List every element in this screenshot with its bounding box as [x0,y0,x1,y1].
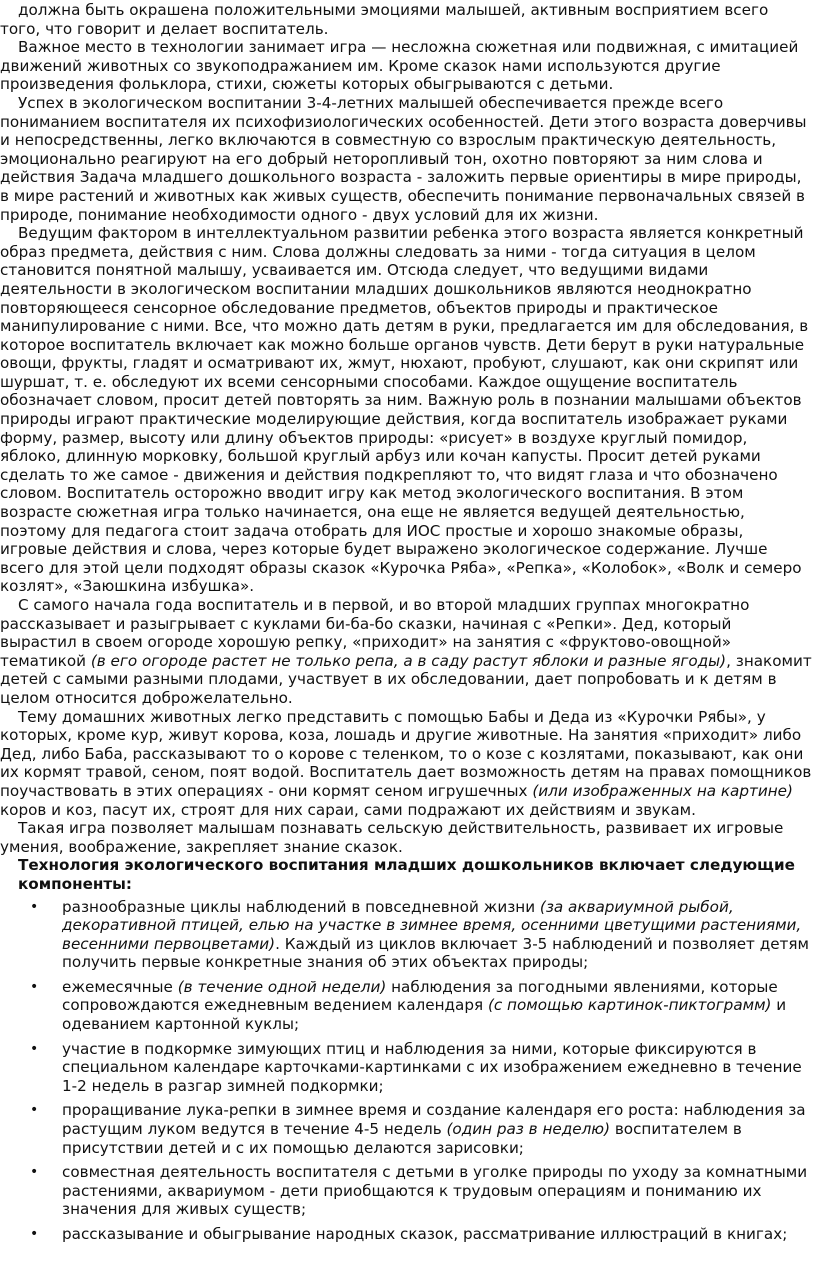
paragraph [0,224,812,596]
bullet-icon: • [30,1226,39,1242]
bullet-icon: • [30,1164,39,1181]
text-run: проращивание лука-репки в зимнее время и создание календаря его роста: наблюдения за растущим луком ведутся в течение 4-5 недель [62,1101,806,1139]
italic-text: (в течение одной недели) [177,977,387,996]
paragraph [0,596,812,708]
paragraph [0,38,812,94]
text-run: С самого начала года воспитатель и в первой, и во второй младших группах многократно рассказывает и разыгрывает с куклами би-ба-бо сказки, начиная с «Репки». Дед, который вырастил в своем огороде хорошую репку, «приходит» на занятия с «фруктово-овощной» тематикой [0,596,750,670]
text-run: Такая игра позволяет малышам познавать сельскую действительность, развивает их игровые умения, воображение, закрепляет знание сказок. [0,819,784,856]
text-run: воспитателем в присутствии детей и с их помощью делаются зарисовки; [62,1120,742,1157]
text-run: наблюдения за погодными явлениями, которые сопровождаются ежедневным ведением календаря [62,977,778,1015]
list-item [0,1040,812,1096]
list-item [0,898,812,972]
italic-text: (или изображенных на картине) [532,781,793,800]
text-run: и одеванием картонной куклы; [62,996,787,1034]
italic-text: (в его огороде растет не только репа, а в саду растут яблоки и разные ягоды) [90,651,727,670]
text-run: рассказывание и обыгрывание народных сказок, рассматривание иллюстраций в книгах; [62,1225,788,1243]
italic-text: (один раз в неделю) [446,1120,610,1139]
body-text [0,1,812,856]
paragraph [0,1,812,38]
bullet-icon: • [30,1040,39,1057]
bullet-icon: • [30,1102,39,1119]
list-item [0,1163,812,1219]
text-run: ежемесячные [62,977,178,996]
paragraph [0,94,812,224]
list-item [0,1225,812,1244]
text-run: Важное место в технологии занимает игра — несложна сюжетная или подвижная, с имитацией движений животных со звукоподражанием им. Кроме сказок нами используются другие произведения фольклора, стихи, сюжеты которых обыгрываются с детьми. [0,38,799,94]
italic-text: (за аквариумной рыбой, декоративной птицей, елью на участке в зимнее время, осенними цветущими растениями, весенними первоцветами) [62,897,802,953]
component-list [0,898,812,1244]
italic-text: (с помощью картинок-пиктограмм) [487,996,772,1015]
text-run: коров и коз, пасут их, строят для них сараи, сами подражают их действиям и звукам. [0,800,696,819]
text-run: Ведущим фактором в интеллектуальном развитии ребенка этого возраста является конкретный образ предмета, действия с ним. Слова должны следовать за ними - тогда ситуация в целом становится понятной малышу, усваивается им. Отсюда следует, что ведущими видами деятельности в экологическом воспитании младших дошкольников являются неоднократно повторяющееся сенсорное обследование предметов, объектов природы и практическое манипулирование с ними. Все, что можно дать детям в руки, предлагается им для обследования, в которое воспитатель включает как можно больше органов чувств. Дети берут в руки натуральные овощи, фрукты, гладят и осматривают их, жмут, нюхают, пробуют, слушают, как они скрипят или шуршат, т. е. обследуют их всеми сенсорными способами. Каждое ощущение воспитатель обозначает словом, просит детей повторять за ним. Важную роль в познании малышами объектов природы играют практические моделирующие действия, когда воспитатель изображает руками форму, размер, высоту или длину объектов природы: «рисует» в воздухе круглый помидор, яблоко, длинную морковку, большой круглый арбуз или кочан капусты. Просит детей руками сделать то же самое - движения и действия подкрепляют то, что видят глаза и что обозначено словом. Воспитатель осторожно вводит игру как метод экологического воспитания. В этом возрасте сюжетная игра только начинается, она еще не является ведущей деятельностью, поэтому для педагога стоит задача отобрать для ИОС простые и хорошо знакомые образы, игровые действия и слова, через которые будет выражено экологическое содержание. Лучше всего для этой цели подходят образы сказок «Курочка Ряба», «Репка», «Колобок», «Волк и семеро козлят», «Заюшкина избушка». [0,224,809,596]
text-run: должна быть окрашена положительными эмоциями малышей, активным восприятием всего того, что говорит и делает воспитатель. [0,1,769,38]
text-run: . Каждый из циклов включает 3-5 наблюдений и позволяет детям получить первые конкретные знания об этих объектах природы; [62,934,809,972]
bullet-icon: • [30,978,39,995]
paragraph [0,708,812,820]
paragraph [0,819,812,856]
text-run: разнообразные циклы наблюдений в повседневной жизни [62,897,540,916]
text-run: Тему домашних животных легко представить с помощью Бабы и Деда из «Курочки Рябы», у которых, кроме кур, живут корова, коза, лошадь и другие животные. На занятия «приходит» либо Дед, либо Баба, рассказывают то о корове с теленком, то о козе с козлятами, показывают, как они их кормят травой, сеном, поят водой. Воспитатель дает возможность детям на правах помощников поучаствовать в этих операциях - они кормят сеном игрушечных [0,707,812,800]
bullet-icon: • [30,898,39,915]
text-run: , знакомит детей с самыми разными плодами, участвует в их обследовании, дает попробовать и к детям в целом относится доброжелательно. [0,651,812,707]
text-run: совместная деятельность воспитателя с детьми в уголке природы по уходу за комнатными растениями, аквариумом - дети приобщаются к трудовым операциям и пониманию их значения для живых существ; [62,1163,808,1219]
section-heading: Технология экологического воспитания младших дошкольников включает следующие компоненты: [18,856,795,893]
text-run: Успех в экологическом воспитании 3-4-летних малышей обеспечивается прежде всего пониманием воспитателя их психофизиологических особенностей. Дети этого возраста доверчивы и непосредственны, легко включаются в совместную со взрослым практическую деятельность, эмоционально реагируют на его добрый неторопливый тон, охотно повторяют за ним слова и действия Задача младшего дошкольного возраста - заложить первые ориентиры в мире природы, в мире растений и животных как живых существ, обеспечить понимание первоначальных связей в природе, понимание необходимости одного - двух условий для их жизни. [0,93,807,224]
list-item [0,978,812,1034]
text-run: участие в подкормке зимующих птиц и наблюдения за ними, которые фиксируются в специальном календаре карточками-картинками с их изображением ежедневно в течение 1-2 недель в разгар зимней подкормки; [62,1039,802,1095]
list-item [0,1101,812,1157]
